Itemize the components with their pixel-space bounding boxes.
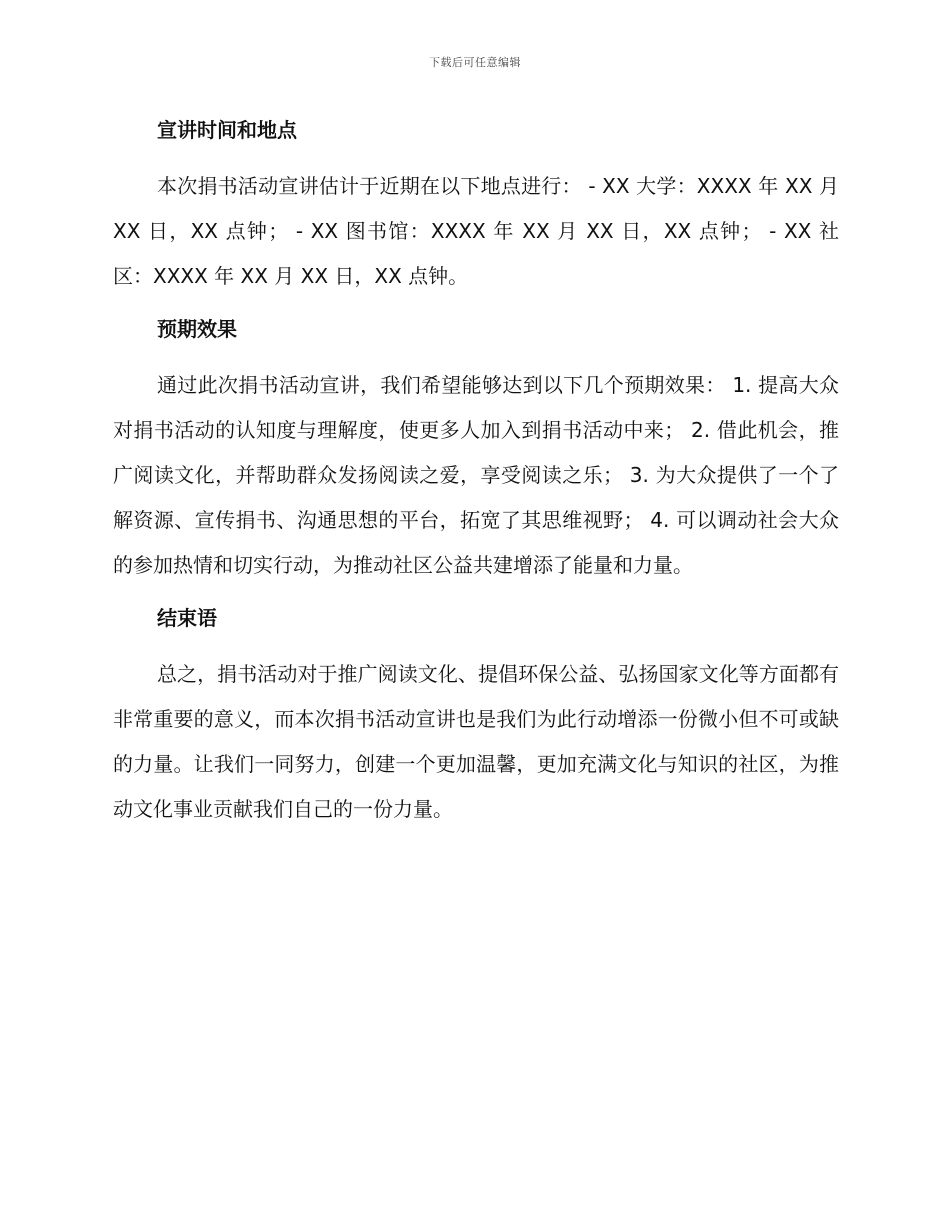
section-body-expected-effects: 通过此次捐书活动宣讲，我们希望能够达到以下几个预期效果： 1. 提高大众对捐书活动的认知度与理解度，使更多人加入到捐书活动中来； 2. 借此机会，推广阅读文化，并帮助群众发扬阅读之爱，享受阅读之乐； 3. 为大众提供了一个了解资源、宣传捐书、沟通思想的平台，拓宽了其思维视野； 4. 可以调动社会大众的参加热情和切实行动，为推动社区公益共建增添了能量和力量。 bbox=[113, 373, 839, 577]
header-note: 下载后可任意编辑 bbox=[429, 56, 521, 69]
section-body-conclusion: 总之，捐书活动对于推广阅读文化、提倡环保公益、弘扬国家文化等方面都有非常重要的意义，而本次捐书活动宣讲也是我们为此行动增添一份微小但不可或缺的力量。让我们一同努力，创建一个更加温馨，更加充满文化与知识的社区，为推动文化事业贡献我们自己的一份力量。 bbox=[113, 662, 839, 821]
section-title-conclusion: 结束语 bbox=[157, 606, 217, 630]
document-body bbox=[113, 108, 839, 832]
section-title-time-location: 宣讲时间和地点 bbox=[157, 118, 297, 142]
section-title-expected-effects: 预期效果 bbox=[157, 317, 237, 341]
section-body-time-location: 本次捐书活动宣讲估计于近期在以下地点进行： - XX 大学：XXXX 年 XX 月 XX 日，XX 点钟； - XX 图书馆：XXXX 年 XX 月 XX 日，XX 点钟； - XX 社区：XXXX 年 XX 月 XX 日，XX 点钟。 bbox=[113, 174, 839, 288]
